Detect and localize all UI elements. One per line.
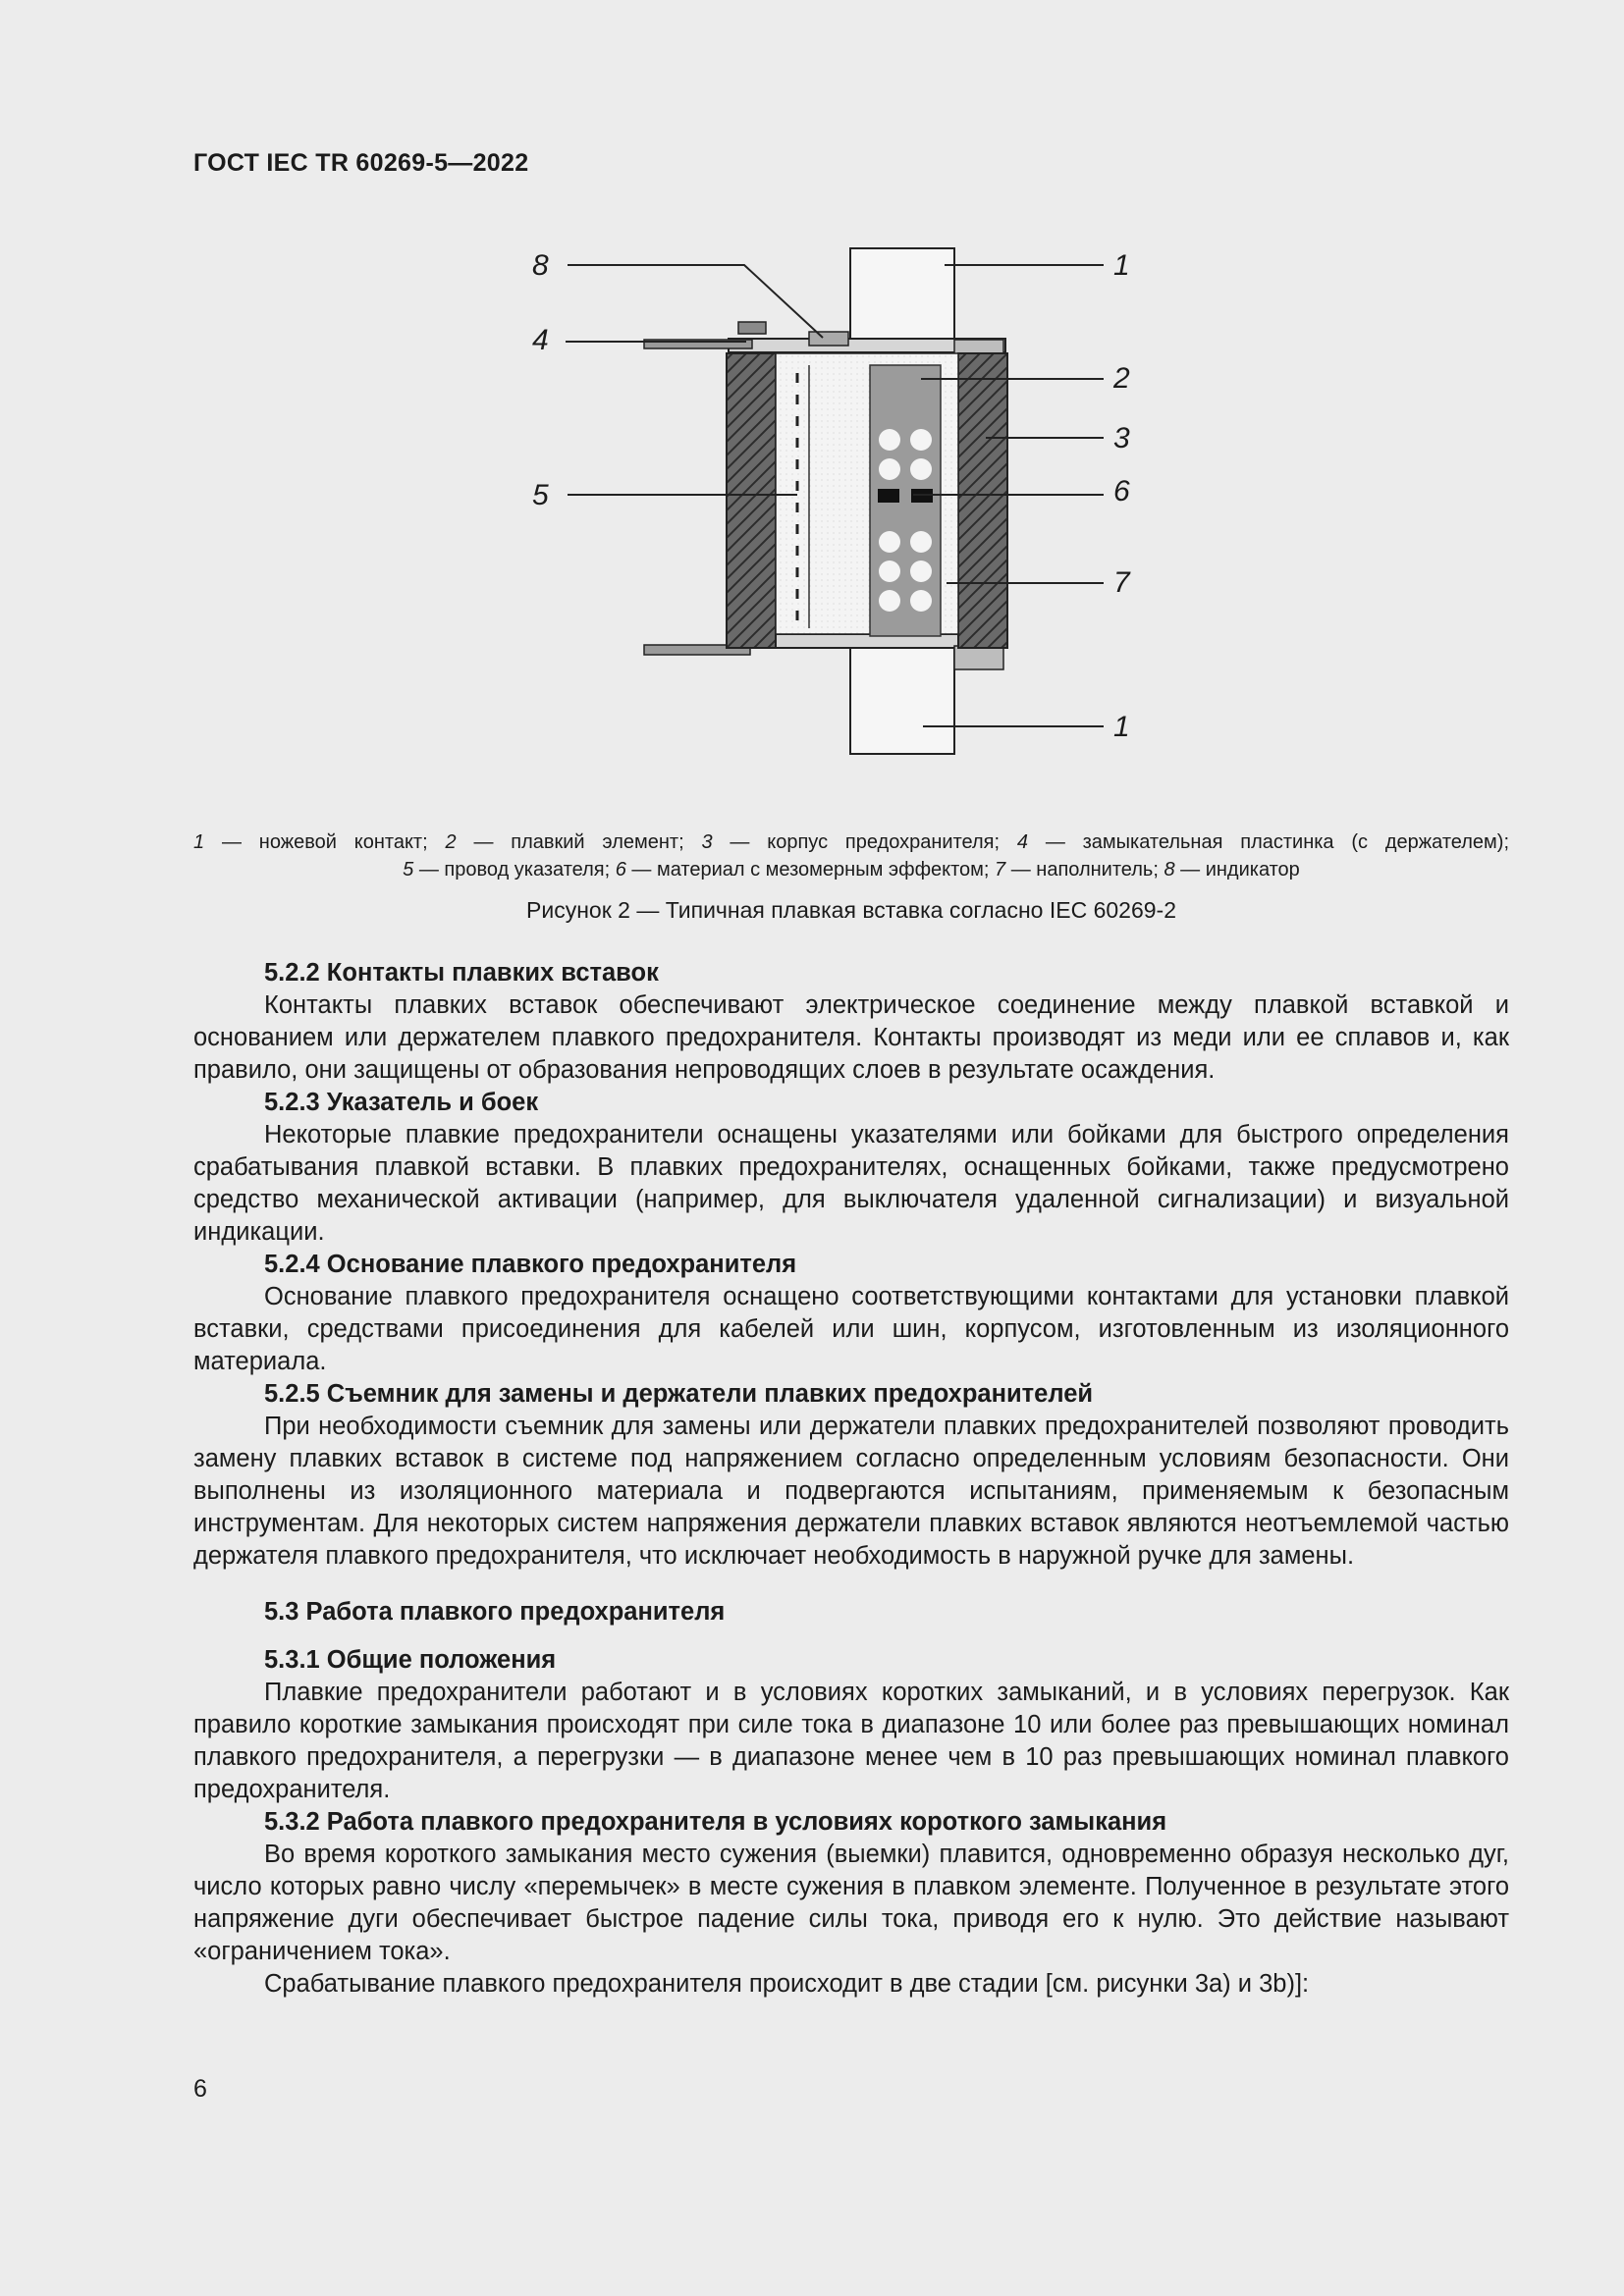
legend-text: — плавкий элемент;	[456, 831, 702, 853]
callout-4: 4	[532, 324, 549, 356]
section-heading: 5.2.2 Контакты плавких вставок	[264, 959, 659, 987]
legend-num: 4	[1016, 831, 1028, 853]
paragraph: При необходимости съемник для замены или держатели плавких предохранителей позволяют проводить замену плавких вставок в системе под напряжением согласно определенным условиям безопасности. Они выполнены из изоляционного материала и подвергаются испытаниям, применяемым к безопасным инструментам. Для некоторых систем напряжения держатели плавких вставок являются неотъемлемой частью держателя плавкого предохранителя, что исключает необходимость в наружной ручке для замены.	[193, 1413, 1509, 1570]
section-heading: 5.2.4 Основание плавкого предохранителя	[264, 1251, 797, 1278]
legend-text: — материал с мезомерным эффектом;	[625, 859, 996, 881]
flange-right-block-bottom	[954, 646, 1003, 669]
mseffect-material-left	[878, 489, 899, 503]
figure-legend	[193, 828, 1509, 883]
legend-num: 6	[615, 859, 626, 881]
callout-2: 2	[1113, 362, 1130, 395]
legend-text: — замыкательная пластинка (с держателем);	[1027, 831, 1510, 853]
fuse-body-right-wall	[958, 353, 1007, 648]
callout-1-bottom: 1	[1113, 711, 1130, 743]
paragraph: Основание плавкого предохранителя оснащено соответствующими контактами для установки плавкой вставки, средствами присоединения для кабелей или шин, корпусом, изготовленным из изоляционного материала.	[193, 1283, 1509, 1375]
legend-text: — ножевой контакт;	[204, 831, 446, 853]
knife-contact-bottom	[850, 648, 954, 754]
paragraph: Контакты плавких вставок обеспечивают электрическое соединение между плавкой вставкой и основанием или держателем плавкого предохранителя. Контакты производят из меди или ее сплавов и, как правило, они защищены от образования непроводящих слоев в результате осаждения.	[193, 991, 1509, 1084]
fuse-link-figure	[0, 0, 1624, 785]
section-heading: 5.3.2 Работа плавкого предохранителя в условиях короткого замыкания	[264, 1808, 1167, 1836]
legend-text: — провод указателя;	[413, 859, 616, 881]
fuse-body-left-wall	[727, 353, 776, 648]
legend-num: 7	[995, 859, 1006, 881]
legend-num: 5	[403, 859, 414, 881]
callout-5: 5	[532, 479, 549, 511]
section-heading: 5.2.5 Съемник для замены и держатели плавких предохранителей	[264, 1380, 1094, 1408]
legend-line-1	[193, 828, 1509, 856]
legend-num: 8	[1164, 859, 1175, 881]
section-title: 5.3 Работа плавкого предохранителя	[264, 1598, 726, 1626]
paragraph: Плавкие предохранители работают и в условиях коротких замыканий, и в условиях перегрузок. Как правило короткие замыкания происходят при силе тока в диапазоне 10 или более раз превышающих номинал плавкого предохранителя, а перегрузки — в диапазоне менее чем в 10 раз превышающих номинал плавкого предохранителя.	[193, 1679, 1509, 1803]
legend-text: — наполнитель;	[1005, 859, 1164, 881]
document-body	[193, 957, 1509, 2001]
callout-1-top: 1	[1113, 249, 1130, 282]
callout-3: 3	[1113, 422, 1130, 454]
legend-line-2	[193, 856, 1509, 883]
paragraph: Некоторые плавкие предохранители оснащены указателями или бойками для быстрого определения срабатывания плавкой вставки. В плавких предохранителях, оснащенных бойками, также предусмотрено средство механической активации (например, для выключателя удаленной сигнализации) и визуальной индикации.	[193, 1121, 1509, 1246]
legend-num: 1	[193, 831, 205, 853]
page-number: 6	[193, 2075, 207, 2103]
section-heading: 5.3.1 Общие положения	[264, 1646, 557, 1674]
legend-text: — корпус предохранителя;	[712, 831, 1017, 853]
legend-num: 2	[445, 831, 457, 853]
indicator-cap	[809, 332, 848, 346]
paragraph: Во время короткого замыкания место сужения (выемки) плавится, одновременно образуя несколько дуг, число которых равно числу «перемычек» в месте сужения в плавком элементе. Полученное в результате этого напряжение дуги обеспечивает быстрое падение силы тока, приводя его к нулю. Это действие называют «ограничением тока».	[193, 1841, 1509, 1965]
legend-text: — индикатор	[1174, 859, 1300, 881]
legend-num: 3	[701, 831, 713, 853]
callout-7: 7	[1113, 566, 1130, 599]
holder-top	[738, 322, 766, 334]
document-header: ГОСТ IEC TR 60269-5—2022	[193, 149, 529, 177]
section-heading: 5.2.3 Указатель и боек	[264, 1089, 539, 1116]
paragraph: Срабатывание плавкого предохранителя происходит в две стадии [см. рисунки 3a) и 3b)]:	[264, 1970, 1310, 1998]
callout-6: 6	[1113, 475, 1130, 507]
callout-8: 8	[532, 249, 549, 282]
figure-caption: Рисунок 2 — Типичная плавкая вставка согласно IEC 60269-2	[526, 897, 1176, 923]
